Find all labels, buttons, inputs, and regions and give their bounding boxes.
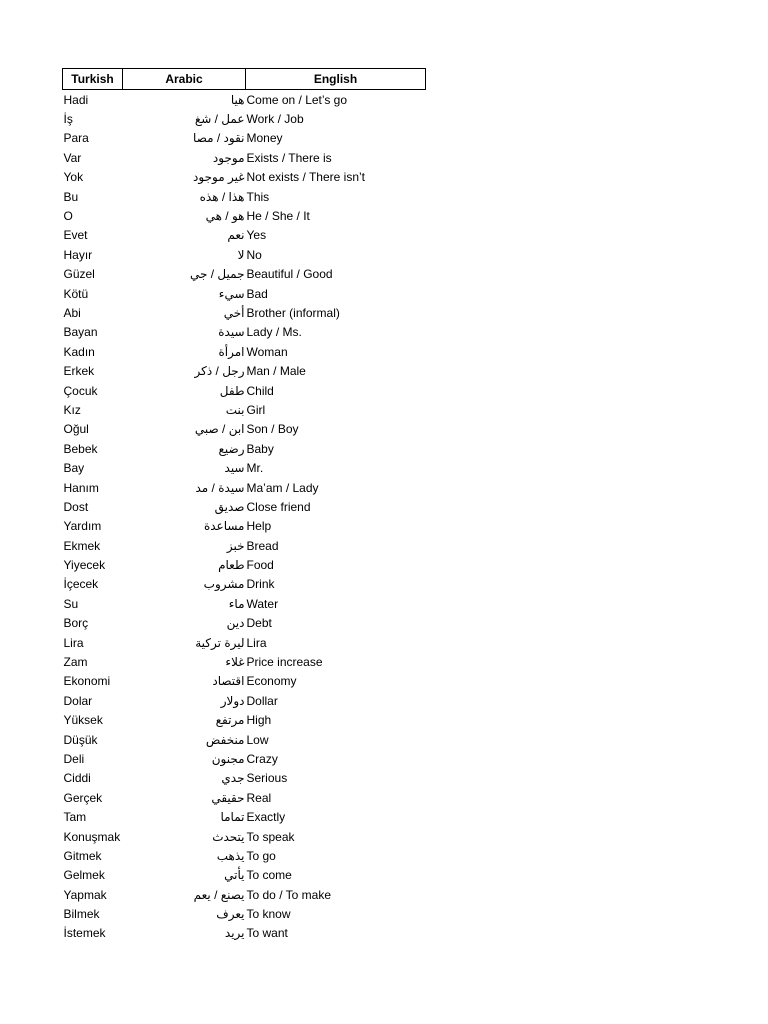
- arabic-cell: هيا: [230, 92, 245, 107]
- arabic-cell: رجل / ذكر: [194, 364, 245, 379]
- turkish-cell: Yapmak: [63, 887, 107, 902]
- table-row: [63, 458, 426, 477]
- table-row: [63, 866, 426, 885]
- turkish-cell: Bayan: [63, 325, 98, 340]
- arabic-cell: مرتفع: [215, 713, 245, 728]
- turkish-cell: Ekmek: [63, 538, 101, 553]
- turkish-cell: Evet: [63, 228, 88, 243]
- table-row: [63, 245, 426, 264]
- arabic-cell: غير موجود: [193, 170, 245, 185]
- turkish-cell: Konuşmak: [63, 829, 121, 844]
- vocabulary-table: [62, 68, 426, 943]
- english-cell: No: [246, 247, 262, 262]
- arabic-cell: طعام: [218, 558, 245, 573]
- english-cell: Lira: [246, 635, 267, 650]
- table-row: [63, 342, 426, 361]
- table-row: [63, 168, 426, 187]
- table-row: [63, 420, 426, 439]
- turkish-cell: Para: [63, 131, 89, 146]
- turkish-cell: İstemek: [63, 926, 106, 941]
- table-row: [63, 633, 426, 652]
- english-cell: Economy: [246, 674, 297, 689]
- arabic-cell: سيد: [224, 461, 245, 476]
- arabic-cell: نعم: [227, 228, 245, 243]
- arabic-cell: يذهب: [216, 848, 245, 863]
- turkish-cell: Bay: [63, 461, 85, 476]
- english-cell: Child: [246, 383, 274, 398]
- arabic-cell: ابن / صبي: [194, 422, 245, 437]
- english-cell: To do / To make: [246, 887, 331, 902]
- arabic-cell: بنت: [225, 402, 245, 417]
- table-row: [63, 652, 426, 671]
- table-row: [63, 226, 426, 245]
- english-cell: Bread: [246, 538, 279, 553]
- arabic-cell: هذا / هذه: [199, 189, 245, 204]
- arabic-cell: صديق: [214, 499, 245, 514]
- arabic-cell: مشروب: [203, 577, 245, 592]
- table-row: [63, 711, 426, 730]
- english-cell: He / She / It: [246, 209, 310, 224]
- table-row: [63, 536, 426, 555]
- turkish-cell: Zam: [63, 655, 88, 670]
- arabic-cell: يريد: [224, 926, 245, 941]
- english-cell: To go: [246, 848, 276, 863]
- english-cell: Close friend: [246, 499, 311, 514]
- turkish-cell: Su: [63, 596, 79, 611]
- english-cell: Baby: [246, 441, 274, 456]
- english-cell: Crazy: [246, 751, 278, 766]
- table-row: [63, 924, 426, 943]
- turkish-cell: Kadın: [63, 344, 95, 359]
- turkish-cell: Yiyecek: [63, 558, 106, 573]
- arabic-cell: ليرة تركية: [195, 635, 245, 650]
- arabic-cell: يصنع / يعم: [193, 887, 245, 902]
- table-row: [63, 846, 426, 865]
- english-cell: Girl: [246, 402, 266, 417]
- english-cell: Serious: [246, 771, 288, 786]
- english-cell: Money: [246, 131, 283, 146]
- turkish-cell: Düşük: [63, 732, 98, 747]
- english-cell: Low: [246, 732, 269, 747]
- english-cell: Exists / There is: [246, 150, 332, 165]
- turkish-cell: Borç: [63, 616, 89, 631]
- turkish-cell: Deli: [63, 751, 85, 766]
- arabic-cell: أخي: [223, 305, 245, 320]
- turkish-cell: İçecek: [63, 577, 99, 592]
- table-row: [63, 497, 426, 516]
- table-row: [63, 303, 426, 322]
- arabic-cell: غلاء: [225, 655, 245, 670]
- arabic-cell: موجود: [212, 150, 245, 165]
- table-row: [63, 769, 426, 788]
- arabic-cell: امرأة: [218, 344, 245, 359]
- table-row: [63, 749, 426, 768]
- arabic-cell: نقود / مصا: [193, 131, 245, 146]
- turkish-cell: Tam: [63, 810, 87, 825]
- english-cell: Not exists / There isn’t: [246, 170, 365, 185]
- english-cell: Water: [246, 596, 279, 611]
- turkish-cell: Hayır: [63, 247, 93, 262]
- turkish-cell: Oğul: [63, 422, 89, 437]
- header-turkish: Turkish: [63, 69, 123, 90]
- arabic-cell: منخفض: [205, 732, 245, 747]
- arabic-cell: سيدة: [218, 325, 245, 340]
- arabic-cell: سيء: [218, 286, 245, 301]
- table-row: [63, 439, 426, 458]
- table-row: [63, 788, 426, 807]
- table-row: [63, 265, 426, 284]
- table-row: [63, 148, 426, 167]
- english-cell: Debt: [246, 616, 272, 631]
- english-cell: Ma’am / Lady: [246, 480, 319, 495]
- english-cell: Food: [246, 558, 274, 573]
- table-row: [63, 323, 426, 342]
- english-cell: Work / Job: [246, 112, 304, 127]
- english-cell: Price increase: [246, 655, 323, 670]
- english-cell: Exactly: [246, 810, 286, 825]
- turkish-cell: Yok: [63, 170, 84, 185]
- table-row: [63, 206, 426, 225]
- table-row: [63, 400, 426, 419]
- turkish-cell: Yardım: [63, 519, 102, 534]
- english-cell: Help: [246, 519, 272, 534]
- turkish-cell: Abi: [63, 305, 81, 320]
- turkish-cell: Gelmek: [63, 868, 105, 883]
- turkish-cell: Çocuk: [63, 383, 98, 398]
- table-row: [63, 807, 426, 826]
- english-cell: To come: [246, 868, 292, 883]
- arabic-cell: مساعدة: [203, 519, 245, 534]
- table-row: [63, 109, 426, 128]
- table-row: [63, 575, 426, 594]
- turkish-cell: Bilmek: [63, 907, 100, 922]
- english-cell: This: [246, 189, 270, 204]
- arabic-cell: خبز: [226, 538, 245, 553]
- header-english: English: [246, 69, 426, 90]
- table-row: [63, 614, 426, 633]
- english-cell: Drink: [246, 577, 275, 592]
- arabic-cell: جدي: [221, 771, 245, 786]
- turkish-cell: İş: [63, 112, 73, 127]
- table-row: [63, 594, 426, 613]
- english-cell: Beautiful / Good: [246, 267, 333, 282]
- turkish-cell: Dost: [63, 499, 89, 514]
- table-row: [63, 904, 426, 923]
- turkish-cell: Gerçek: [63, 790, 103, 805]
- table-row: [63, 129, 426, 148]
- table-row: [63, 691, 426, 710]
- turkish-cell: Güzel: [63, 267, 95, 282]
- turkish-cell: Yüksek: [63, 713, 103, 728]
- english-cell: Woman: [246, 344, 288, 359]
- turkish-cell: Var: [63, 150, 82, 165]
- english-cell: Dollar: [246, 693, 278, 708]
- english-cell: Real: [246, 790, 272, 805]
- arabic-cell: تماما: [220, 810, 245, 825]
- arabic-cell: دولار: [220, 693, 245, 708]
- arabic-cell: لا: [237, 247, 245, 262]
- arabic-cell: حقيقي: [211, 790, 245, 805]
- arabic-cell: دين: [226, 616, 245, 631]
- arabic-cell: ماء: [228, 596, 245, 611]
- table-row: [63, 90, 426, 110]
- table-body: [63, 90, 426, 944]
- english-cell: Son / Boy: [246, 422, 299, 437]
- english-cell: Yes: [246, 228, 267, 243]
- turkish-cell: Ciddi: [63, 771, 91, 786]
- arabic-cell: مجنون: [211, 751, 245, 766]
- table-row: [63, 672, 426, 691]
- arabic-cell: جميل / جي: [190, 267, 245, 282]
- table-row: [63, 555, 426, 574]
- turkish-cell: Ekonomi: [63, 674, 111, 689]
- turkish-cell: Gitmek: [63, 848, 102, 863]
- english-cell: Bad: [246, 286, 268, 301]
- arabic-cell: رضيع: [218, 441, 245, 456]
- table-row: [63, 517, 426, 536]
- english-cell: Come on / Let’s go: [246, 92, 348, 107]
- table-row: [63, 885, 426, 904]
- arabic-cell: هو / هي: [205, 209, 245, 224]
- english-cell: To speak: [246, 829, 295, 844]
- turkish-cell: Kız: [63, 402, 81, 417]
- english-cell: Mr.: [246, 461, 264, 476]
- arabic-cell: سيدة / مد: [195, 480, 245, 495]
- turkish-cell: Hanım: [63, 480, 99, 495]
- arabic-cell: طفل: [219, 383, 245, 398]
- arabic-cell: يتحدث: [212, 829, 245, 844]
- turkish-cell: Kötü: [63, 286, 89, 301]
- table-row: [63, 827, 426, 846]
- english-cell: Brother (informal): [246, 305, 340, 320]
- arabic-cell: عمل / شغ: [194, 112, 245, 127]
- english-cell: High: [246, 713, 272, 728]
- vocabulary-sheet: [62, 68, 426, 943]
- table-row: [63, 187, 426, 206]
- table-row: [63, 478, 426, 497]
- turkish-cell: Bebek: [63, 441, 98, 456]
- turkish-cell: Erkek: [63, 364, 95, 379]
- english-cell: To want: [246, 926, 288, 941]
- turkish-cell: Dolar: [63, 693, 93, 708]
- table-row: [63, 730, 426, 749]
- arabic-cell: يعرف: [216, 907, 245, 922]
- english-cell: To know: [246, 907, 291, 922]
- table-row: [63, 284, 426, 303]
- arabic-cell: اقتصاد: [212, 674, 245, 689]
- turkish-cell: Lira: [63, 635, 84, 650]
- english-cell: Lady / Ms.: [246, 325, 302, 340]
- table-row: [63, 381, 426, 400]
- turkish-cell: O: [63, 209, 73, 224]
- table-header: [63, 69, 426, 90]
- turkish-cell: Bu: [63, 189, 79, 204]
- header-arabic: Arabic: [123, 69, 246, 90]
- table-row: [63, 361, 426, 380]
- turkish-cell: Hadi: [63, 92, 89, 107]
- english-cell: Man / Male: [246, 364, 306, 379]
- arabic-cell: يأتي: [224, 868, 245, 883]
